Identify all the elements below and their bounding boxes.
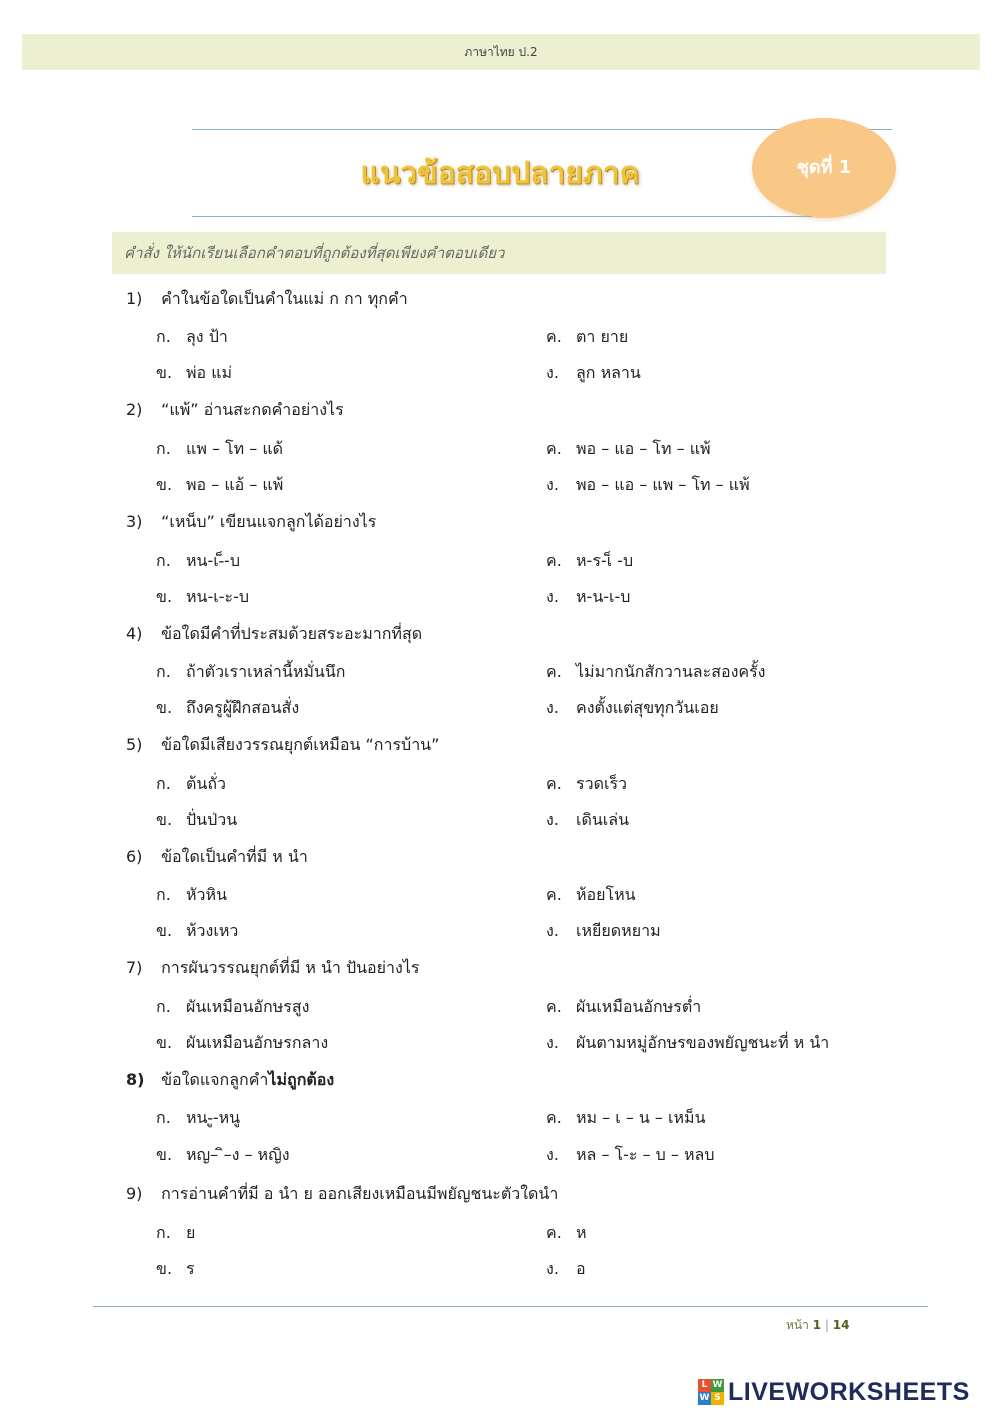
option-text: ถ้าตัวเราเหล่านี้หมั่นนึก <box>186 662 346 681</box>
option-letter: ค. <box>546 774 562 793</box>
option-letter: ค. <box>546 662 562 681</box>
instruction-text: คำสั่ง ให้นักเรียนเลือกคำตอบที่ถูกต้องที่สุดเพียงคำตอบเดียว <box>124 244 505 262</box>
question-8 <box>126 1068 926 1093</box>
option-2-a[interactable] <box>156 437 283 462</box>
option-text: หน-เ-ะ-บ <box>186 587 250 606</box>
option-letter: ก. <box>156 327 171 346</box>
option-9-d[interactable] <box>546 1257 586 1282</box>
option-text: หล – โ-ะ – บ – หลบ <box>576 1145 715 1164</box>
option-letter: ก. <box>156 997 171 1016</box>
option-letter: ง. <box>546 587 559 606</box>
option-1-a[interactable] <box>156 325 228 350</box>
question-1 <box>126 287 926 312</box>
question-4 <box>126 622 926 647</box>
page-separator: | <box>824 1318 829 1332</box>
option-letter: ค. <box>546 439 562 458</box>
option-text: ห <box>576 1223 587 1242</box>
option-text: ห้อยโหน <box>576 885 636 904</box>
option-1-c[interactable] <box>546 325 628 350</box>
option-text: ลูก หลาน <box>576 363 641 382</box>
option-text: ตา ยาย <box>576 327 629 346</box>
option-text: พอ – แอ – โท – แพ้ <box>576 439 711 458</box>
option-text: พ่อ แม่ <box>186 363 233 382</box>
option-text: หัวหิน <box>186 885 228 904</box>
option-7-c[interactable] <box>546 995 701 1020</box>
option-6-a[interactable] <box>156 883 227 908</box>
page-title: แนวข้อสอบปลายภาค <box>360 156 640 191</box>
instruction-banner <box>112 232 886 274</box>
logo-mark-letter: W <box>712 1380 723 1390</box>
option-letter: ก. <box>156 662 171 681</box>
option-text: พอ – แอ – แพ – โท – แพ้ <box>576 475 750 494</box>
option-letter: ง. <box>546 698 559 717</box>
option-letter: ง. <box>546 810 559 829</box>
liveworksheets-wordmark: LIVEWORKSHEETS <box>728 1377 970 1406</box>
option-text: ถึงครูผู้ฝึกสอนสั่ง <box>186 698 300 717</box>
logo-mark-letter: S <box>711 1392 724 1405</box>
option-text: เดินเล่น <box>576 810 630 829</box>
option-letter: ก. <box>156 774 171 793</box>
option-4-c[interactable] <box>546 660 766 685</box>
option-letter: ข. <box>156 698 173 717</box>
option-text: ลุง ป้า <box>186 327 228 346</box>
option-2-c[interactable] <box>546 437 711 462</box>
question-text: ข้อใดเป็นคำที่มี ห นำ <box>161 847 308 866</box>
question-3 <box>126 510 926 535</box>
option-letter: ก. <box>156 885 171 904</box>
option-5-d[interactable] <box>546 808 629 833</box>
question-text: การอ่านคำที่มี อ นำ ย ออกเสียงเหมือนมีพยัญชนะตัวใดนำ <box>161 1184 559 1203</box>
question-text: “เหน็บ” เขียนแจกลูกได้อย่างไร <box>161 512 377 531</box>
option-5-a[interactable] <box>156 772 226 797</box>
option-7-b[interactable] <box>156 1031 328 1056</box>
question-6 <box>126 845 926 870</box>
option-letter: ง. <box>546 921 559 940</box>
option-letter: ง. <box>546 1033 559 1052</box>
option-letter: ค. <box>546 997 562 1016</box>
page-current: 1 <box>812 1318 822 1332</box>
option-letter: ง. <box>546 363 559 382</box>
question-number: 9) <box>126 1184 143 1203</box>
option-letter: ข. <box>156 1259 173 1278</box>
option-text: ห-น-เ-บ <box>576 587 631 606</box>
question-2 <box>126 398 926 423</box>
subject-label: ภาษาไทย ป.2 <box>464 45 538 59</box>
option-6-d[interactable] <box>546 919 661 944</box>
option-text: เหยียดหยาม <box>576 921 661 940</box>
option-text: หน-เ-็-บ <box>186 551 240 570</box>
option-letter: ค. <box>546 1223 562 1242</box>
option-letter: ข. <box>156 810 173 829</box>
question-number: 2) <box>126 400 143 419</box>
option-8-d[interactable] <box>546 1143 715 1168</box>
option-4-a[interactable] <box>156 660 346 685</box>
option-text: ผันเหมือนอักษรสูง <box>186 997 310 1016</box>
liveworksheets-logo[interactable] <box>698 1377 970 1407</box>
logo-mark-letter: W <box>699 1393 710 1403</box>
option-3-b[interactable] <box>156 585 249 610</box>
option-7-d[interactable] <box>546 1031 829 1056</box>
option-6-b[interactable] <box>156 919 238 944</box>
question-text: ข้อใดมีเสียงวรรณยุกต์เหมือน “การบ้าน” <box>161 735 440 754</box>
option-letter: ข. <box>156 363 173 382</box>
question-number: 7) <box>126 958 143 977</box>
question-number: 8) <box>126 1070 145 1089</box>
set-badge: ชุดที่ 1 <box>752 118 896 218</box>
option-letter: ข. <box>156 1145 173 1164</box>
option-1-b[interactable] <box>156 361 232 386</box>
question-text: ข้อใดมีคำที่ประสมด้วยสระอะมากที่สุด <box>161 624 423 643</box>
option-6-c[interactable] <box>546 883 636 908</box>
option-3-d[interactable] <box>546 585 630 610</box>
question-text: “แพ้” อ่านสะกดคำอย่างไร <box>161 400 344 419</box>
page-label: หน้า <box>786 1318 809 1332</box>
option-letter: ง. <box>546 1259 559 1278</box>
option-9-a[interactable] <box>156 1221 195 1246</box>
option-text: ปั่นป่วน <box>186 810 238 829</box>
option-3-c[interactable] <box>546 549 633 574</box>
option-text: ห้วงเหว <box>186 921 239 940</box>
option-9-c[interactable] <box>546 1221 587 1246</box>
option-letter: ค. <box>546 1108 562 1127</box>
option-2-d[interactable] <box>546 473 750 498</box>
option-letter: ข. <box>156 921 173 940</box>
title-rule-bottom <box>192 216 812 217</box>
option-text: ไม่มากนักสักวานละสองครั้ง <box>576 662 766 681</box>
option-letter: ก. <box>156 1108 171 1127</box>
option-1-d[interactable] <box>546 361 641 386</box>
option-letter: ก. <box>156 551 171 570</box>
option-text: พอ – แอ้ – แพ้ <box>186 475 284 494</box>
question-text: ข้อใดแจกลูกคำ <box>161 1070 269 1089</box>
option-letter: ก. <box>156 1223 171 1242</box>
option-letter: ข. <box>156 587 173 606</box>
option-text: หม – เ – น – เหม็น <box>576 1108 706 1127</box>
question-emphasis: ไม่ถูกต้อง <box>268 1070 335 1089</box>
option-text: ต้นถั่ว <box>186 774 226 793</box>
option-8-c[interactable] <box>546 1106 706 1131</box>
option-text: ย <box>186 1223 196 1242</box>
option-5-c[interactable] <box>546 772 627 797</box>
question-9 <box>126 1182 926 1207</box>
question-number: 3) <box>126 512 143 531</box>
question-text: คำในข้อใดเป็นคำในแม่ ก กา ทุกคำ <box>161 289 408 308</box>
option-letter: ข. <box>156 1033 173 1052</box>
option-letter: ค. <box>546 885 562 904</box>
question-number: 1) <box>126 289 143 308</box>
option-4-d[interactable] <box>546 696 719 721</box>
option-letter: ข. <box>156 475 173 494</box>
option-text: ผันตามหมู่อักษรของพยัญชนะที่ ห นำ <box>576 1033 830 1052</box>
logo-mark-letter: L <box>698 1379 711 1392</box>
footer-rule <box>93 1306 928 1307</box>
question-text: การผันวรรณยุกต์ที่มี ห นำ ปันอย่างไร <box>161 958 420 977</box>
option-text: หน-ู-หนู <box>186 1108 241 1127</box>
option-text: แพ – โท – แด้ <box>186 439 284 458</box>
option-3-a[interactable] <box>156 549 240 574</box>
option-9-b[interactable] <box>156 1257 195 1282</box>
option-4-b[interactable] <box>156 696 299 721</box>
question-5 <box>126 733 926 758</box>
question-number: 5) <box>126 735 143 754</box>
option-letter: ง. <box>546 475 559 494</box>
option-text: อ <box>576 1259 586 1278</box>
option-2-b[interactable] <box>156 473 283 498</box>
option-7-a[interactable] <box>156 995 309 1020</box>
option-letter: ค. <box>546 327 562 346</box>
page-number <box>786 1316 849 1335</box>
option-text: หญ– ิ–ง – หญิง <box>186 1145 290 1164</box>
option-text: ผันเหมือนอักษรกลาง <box>186 1033 329 1052</box>
option-text: รวดเร็ว <box>576 774 628 793</box>
liveworksheets-icon <box>698 1379 724 1405</box>
question-number: 6) <box>126 847 143 866</box>
subject-header <box>22 34 980 70</box>
option-text: ร <box>186 1259 195 1278</box>
option-text: คงตั้งแต่สุขทุกวันเอย <box>576 698 719 717</box>
question-7 <box>126 956 926 981</box>
option-5-b[interactable] <box>156 808 237 833</box>
option-letter: ก. <box>156 439 171 458</box>
option-letter: ง. <box>546 1145 559 1164</box>
page-total: 14 <box>832 1318 850 1332</box>
question-number: 4) <box>126 624 143 643</box>
option-8-a[interactable] <box>156 1106 240 1131</box>
option-text: ผันเหมือนอักษรต่ำ <box>576 997 702 1016</box>
option-letter: ค. <box>546 551 562 570</box>
option-text: ห-ร-เ็ -บ <box>576 551 634 570</box>
option-8-b[interactable] <box>156 1143 290 1168</box>
